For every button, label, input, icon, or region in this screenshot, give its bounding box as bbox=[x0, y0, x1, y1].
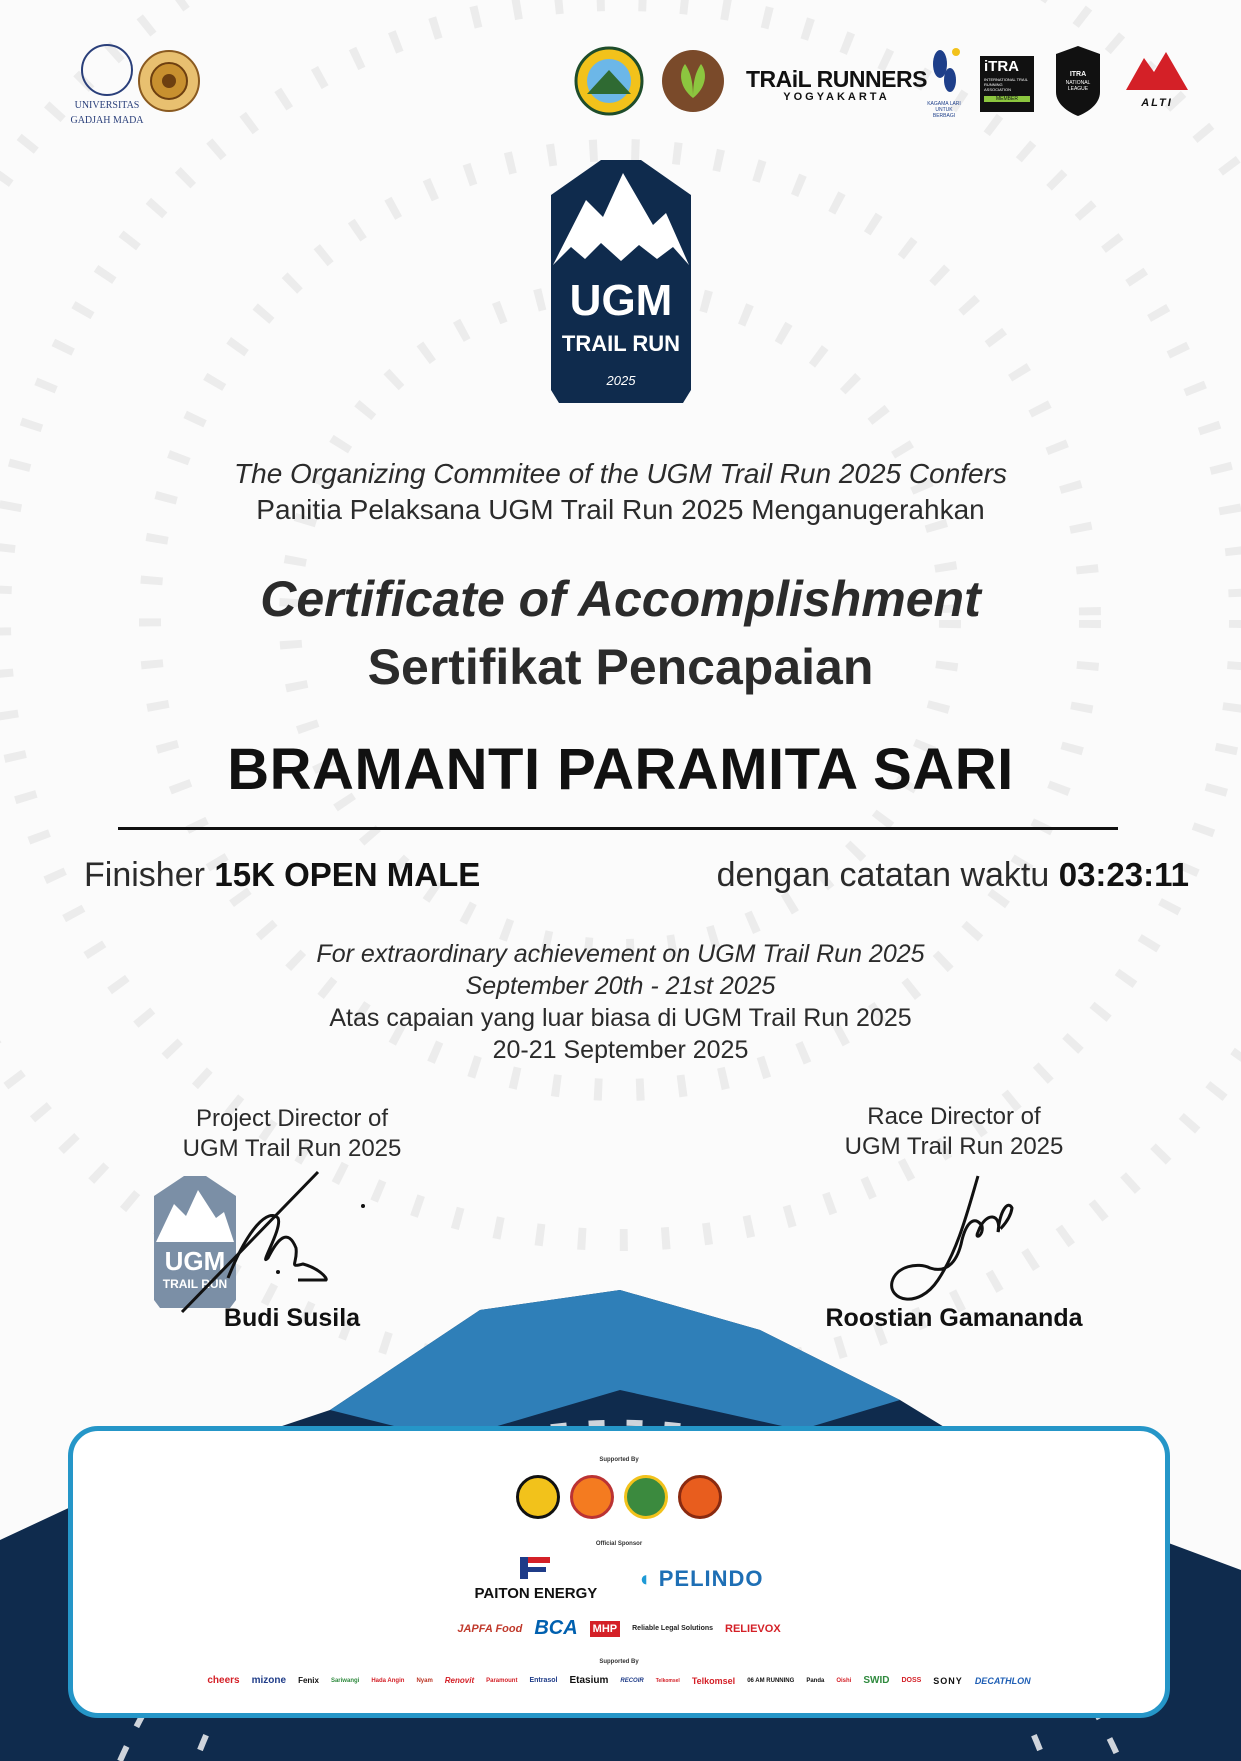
supporter-logo-oishi: Oishi bbox=[836, 1677, 852, 1684]
pelindo-logo bbox=[637, 1566, 763, 1592]
official-sponsor-row bbox=[73, 1555, 1165, 1602]
itra-member-logo bbox=[980, 56, 1034, 112]
supporter-logo-entrasol: Entrasol bbox=[529, 1677, 558, 1684]
mountain-club-badge-icon bbox=[678, 1475, 722, 1519]
svg-text:NATIONAL: NATIONAL bbox=[1065, 80, 1091, 86]
trail-runners-title: TRAiL RUNNERS bbox=[746, 66, 927, 92]
reliable-legal-logo: Reliable Legal Solutions bbox=[632, 1625, 714, 1632]
svg-text:ITRA: ITRA bbox=[1069, 71, 1087, 78]
japfa-logo: JAPFA Food bbox=[457, 1622, 523, 1635]
ugm-university-caption-line2: GADJAH MADA bbox=[70, 115, 144, 126]
official-sponsor-label: Official Sponsor bbox=[595, 1541, 643, 1547]
race-director-title-line2: UGM Trail Run 2025 bbox=[844, 1133, 1064, 1160]
supporter-logos-row bbox=[73, 1675, 1165, 1686]
project-director-name: Budi Susila bbox=[223, 1304, 361, 1332]
supporter-logo-06am-running: 06 AM RUNNING bbox=[747, 1677, 795, 1684]
supporter-logo-decathlon: DECATHLON bbox=[974, 1675, 1031, 1686]
supporter-logo-cheers: cheers bbox=[207, 1675, 240, 1686]
finisher-category bbox=[84, 856, 480, 895]
project-director-title-line1: Project Director of bbox=[195, 1105, 389, 1132]
supporter-logo-recoir: RECOIR bbox=[620, 1677, 644, 1684]
supporter-logo-nyam: Nyam bbox=[416, 1677, 433, 1684]
supporter-logo-mizone: mizone bbox=[251, 1675, 287, 1686]
finisher-label: Finisher bbox=[84, 856, 205, 894]
achievement-text bbox=[0, 938, 1241, 1066]
race-director-title-line1: Race Director of bbox=[867, 1103, 1041, 1130]
supported-by-label-2: Supported By bbox=[599, 1659, 639, 1665]
leaf-organization-logo-icon bbox=[660, 48, 726, 114]
achievement-line-indonesian: Atas capaian yang luar biasa di UGM Trail Run 2025 bbox=[329, 1004, 912, 1032]
name-underline bbox=[118, 827, 1118, 830]
time-label: dengan catatan waktu bbox=[716, 856, 1050, 894]
race-director-title bbox=[789, 1102, 1119, 1162]
main-logo-ugm-text: UGM bbox=[569, 276, 673, 325]
trail-runners-subtitle: YOGYAKARTA bbox=[783, 91, 890, 103]
achievement-date-indonesian: 20-21 September 2025 bbox=[492, 1036, 749, 1064]
paiton-energy-logo bbox=[474, 1555, 597, 1602]
itra-national-league-shield-icon bbox=[1052, 44, 1104, 118]
supporter-logo-sariwangi: Sariwangi bbox=[330, 1677, 360, 1684]
supporter-logo-telkomsel: Telkomsel bbox=[691, 1675, 736, 1686]
category-value: 15K OPEN MALE bbox=[214, 856, 481, 893]
yogyakarta-crest-icon bbox=[136, 48, 202, 114]
supporter-logo-renovit: Renovit bbox=[444, 1676, 475, 1685]
race-director-name: Roostian Gamananda bbox=[825, 1304, 1083, 1332]
pelindo-mark-icon: ◖ bbox=[637, 1565, 652, 1591]
achievement-date-english: September 20th - 21st 2025 bbox=[465, 972, 776, 1000]
sponsor-panel bbox=[68, 1426, 1170, 1718]
main-logo-year-text: 2025 bbox=[606, 373, 636, 388]
alti-logo bbox=[1120, 48, 1194, 112]
bca-logo: BCA bbox=[534, 1617, 578, 1639]
supporter-logo-paramount: Paramount bbox=[486, 1677, 518, 1684]
main-logo-trail-run-text: TRAIL RUN bbox=[561, 331, 681, 356]
paiton-energy-text: PAITON ENERGY bbox=[474, 1585, 598, 1602]
race-director-signature bbox=[878, 1170, 1028, 1310]
ugm-trail-run-main-logo bbox=[541, 155, 701, 405]
paiton-mark-icon bbox=[516, 1555, 556, 1581]
taman-nasional-merapi-logo-icon bbox=[574, 46, 644, 116]
recipient-name: BRAMANTI PARAMITA SARI bbox=[227, 737, 1014, 802]
regency-badge-icon bbox=[624, 1475, 668, 1519]
supporter-logo-fenix: Fenix bbox=[298, 1676, 319, 1685]
certificate-title-english: Certificate of Accomplishment bbox=[260, 571, 981, 627]
alti-caption: ALTI bbox=[1141, 97, 1173, 109]
supporter-logo-etasium: Etasium bbox=[569, 1675, 609, 1686]
achievement-line-english: For extraordinary achievement on UGM Trail Run 2025 bbox=[316, 940, 925, 968]
alti-mountain-icon bbox=[1124, 48, 1190, 92]
itra-title: iTRA bbox=[984, 58, 1019, 75]
confers-indonesian: Panitia Pelaksana UGM Trail Run 2025 Menganugerahkan bbox=[256, 494, 985, 525]
mhp-logo: MHP bbox=[590, 1621, 620, 1637]
supporter-logo-sony: SONY bbox=[933, 1675, 963, 1686]
trail-runners-yogyakarta-logo bbox=[746, 66, 927, 103]
supporter-logo-telkomsel-small: Telkomsel bbox=[655, 1677, 680, 1684]
kagama-caption: KAGAMA LARI UNTUK BERBAGI bbox=[927, 101, 961, 119]
project-director-title bbox=[127, 1104, 457, 1164]
ugm-university-caption-line1: UNIVERSITAS bbox=[74, 100, 140, 111]
pelindo-text: PELINDO bbox=[658, 1565, 764, 1591]
ministry-badge-icon bbox=[516, 1475, 560, 1519]
supporter-badges-row bbox=[73, 1475, 1165, 1519]
relievox-logo: RELIEVOX bbox=[725, 1622, 781, 1635]
finish-time bbox=[717, 856, 1189, 895]
bpbd-badge-icon bbox=[570, 1475, 614, 1519]
supporter-logo-swid: SWID bbox=[863, 1675, 890, 1686]
footprint-icon bbox=[926, 46, 962, 96]
stamp-logo-ugm-text: UGM bbox=[164, 1246, 226, 1276]
svg-text:LEAGUE: LEAGUE bbox=[1067, 86, 1089, 92]
supported-by-label: Supported By bbox=[599, 1457, 639, 1463]
stamp-logo-trail-run-text: TRAIL RUN bbox=[162, 1277, 228, 1291]
time-value: 03:23:11 bbox=[1058, 856, 1189, 893]
certificate-title-indonesian: Sertifikat Pencapaian bbox=[367, 639, 874, 695]
project-director-title-line2: UGM Trail Run 2025 bbox=[182, 1135, 402, 1162]
kagama-logo bbox=[924, 46, 964, 119]
supporter-logo-panda: Panda bbox=[806, 1677, 825, 1684]
ugm-seal-icon bbox=[81, 44, 133, 96]
supporter-logo-doss: DOSS bbox=[901, 1677, 922, 1684]
project-director-signature bbox=[178, 1168, 378, 1318]
itra-caption: INTERNATIONAL TRAIL RUNNING ASSOCIATION bbox=[984, 77, 1028, 92]
confers-english: The Organizing Commitee of the UGM Trail Run 2025 Confers bbox=[234, 458, 1007, 489]
supporter-logo-hada-angin: Hada Angin bbox=[371, 1677, 405, 1684]
itra-member-badge: MEMBER bbox=[984, 96, 1030, 102]
secondary-sponsor-row bbox=[73, 1617, 1165, 1640]
